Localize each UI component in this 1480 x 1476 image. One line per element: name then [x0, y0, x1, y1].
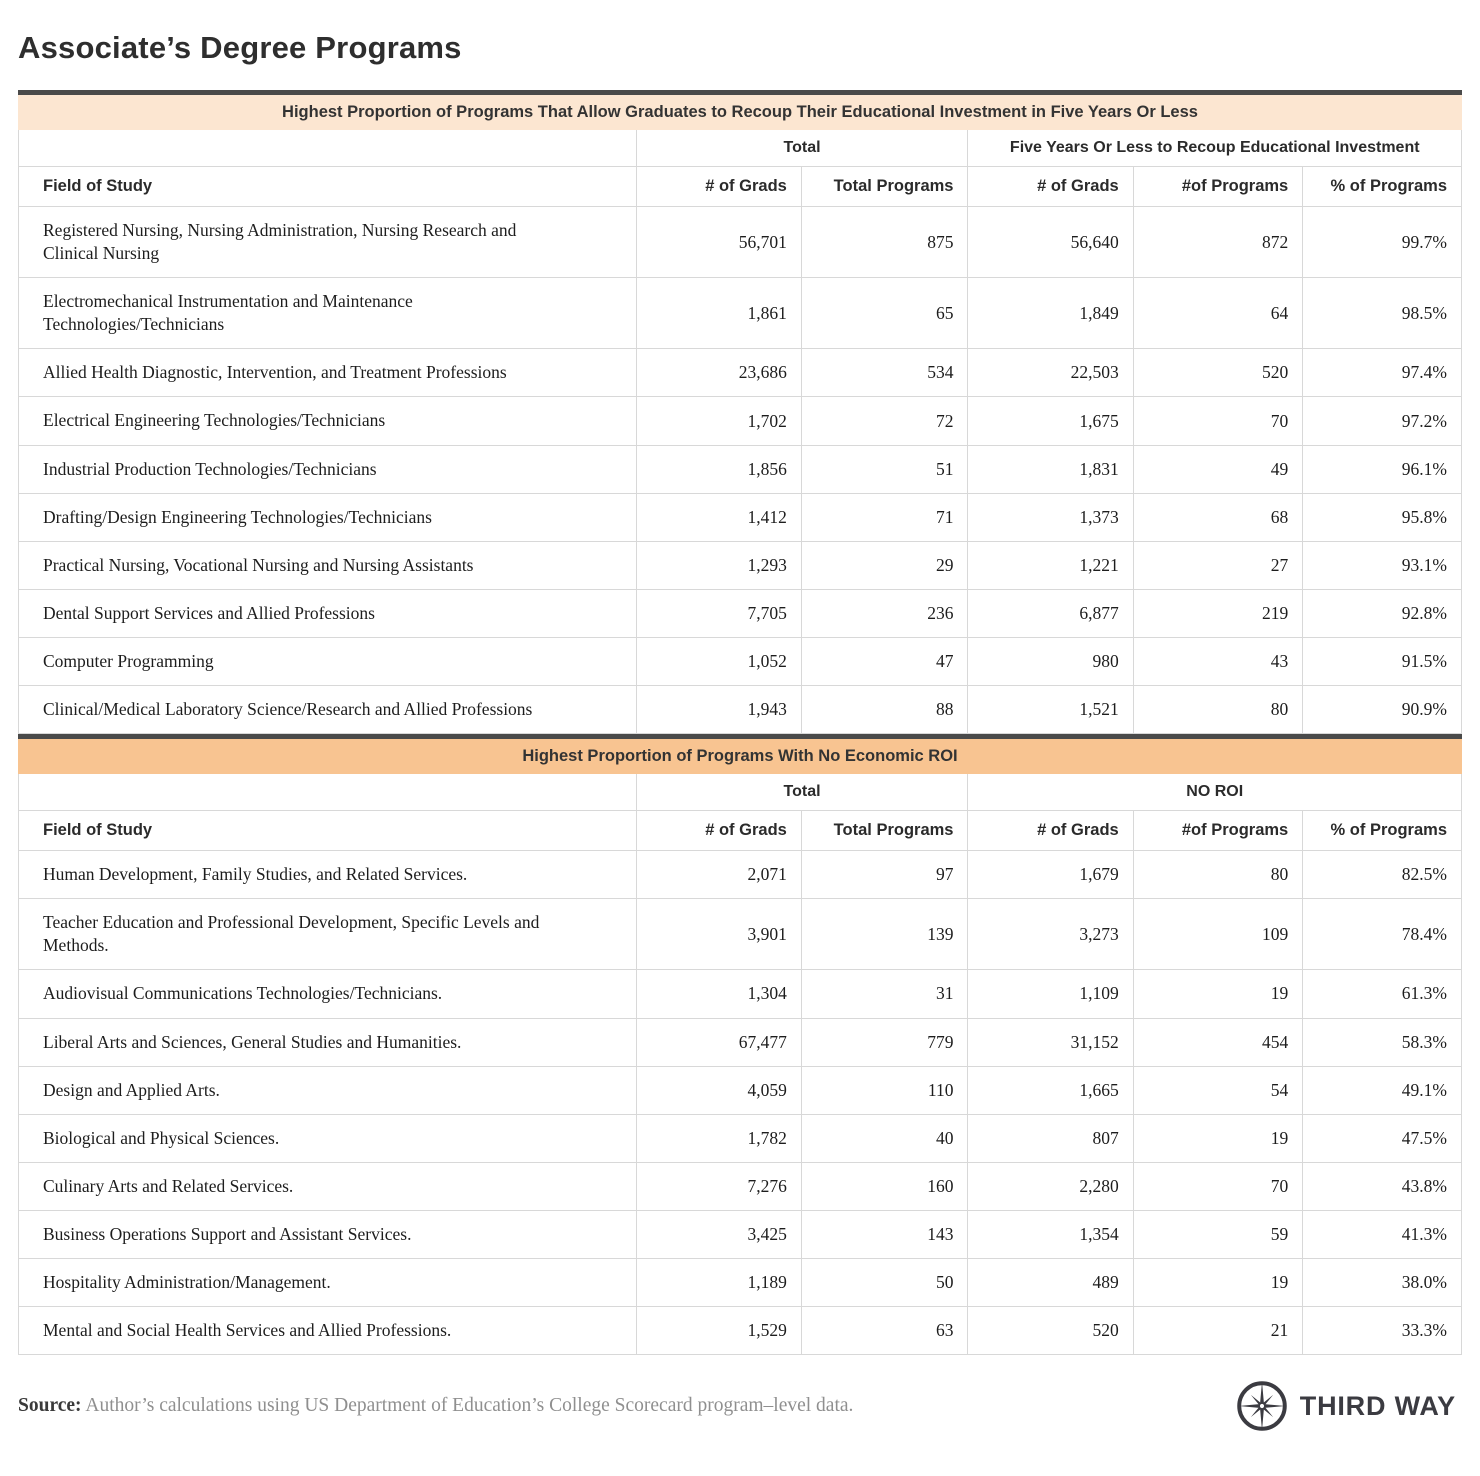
value-cell: 1,293	[636, 541, 801, 589]
value-cell: 70	[1133, 1162, 1303, 1210]
group-header-row	[19, 774, 1462, 811]
value-cell: 1,373	[968, 493, 1133, 541]
value-cell: 59	[1133, 1210, 1303, 1258]
page-footer	[18, 1379, 1462, 1433]
value-cell: 2,071	[636, 851, 801, 899]
value-cell: 72	[801, 397, 968, 445]
group-header-spacer	[19, 774, 637, 811]
value-cell: 40	[801, 1114, 968, 1162]
field-of-study-cell: Culinary Arts and Related Services.	[19, 1162, 637, 1210]
value-cell: 49.1%	[1303, 1066, 1462, 1114]
value-cell: 80	[1133, 686, 1303, 734]
value-cell: 1,304	[636, 970, 801, 1018]
table-row	[19, 970, 1462, 1018]
value-cell: 1,665	[968, 1066, 1133, 1114]
value-cell: 92.8%	[1303, 589, 1462, 637]
recoup-table-banner: Highest Proportion of Programs That Allow Graduates to Recoup Their Educational Investment in Five Years Or Less	[18, 95, 1462, 130]
value-cell: 454	[1133, 1018, 1303, 1066]
value-cell: 43	[1133, 637, 1303, 685]
value-cell: 7,276	[636, 1162, 801, 1210]
table-row	[19, 851, 1462, 899]
field-of-study-cell: Electromechanical Instrumentation and Maintenance Technologies/Technicians	[19, 278, 637, 349]
table-row	[19, 1258, 1462, 1306]
field-of-study-cell: Registered Nursing, Nursing Administration, Nursing Research and Clinical Nursing	[19, 207, 637, 278]
column-header-sub-programs: #of Programs	[1133, 811, 1303, 851]
value-cell: 1,189	[636, 1258, 801, 1306]
group-header-five-years: Five Years Or Less to Recoup Educational Investment	[968, 130, 1462, 167]
value-cell: 93.1%	[1303, 541, 1462, 589]
column-header-total-programs: Total Programs	[801, 811, 968, 851]
table-row	[19, 637, 1462, 685]
field-of-study-cell: Practical Nursing, Vocational Nursing and Nursing Assistants	[19, 541, 637, 589]
field-of-study-cell: Teacher Education and Professional Development, Specific Levels and Methods.	[19, 899, 637, 970]
value-cell: 1,412	[636, 493, 801, 541]
column-header-sub-grads: # of Grads	[968, 811, 1133, 851]
field-of-study-cell: Electrical Engineering Technologies/Technicians	[19, 397, 637, 445]
value-cell: 875	[801, 207, 968, 278]
value-cell: 779	[801, 1018, 968, 1066]
recoup-table	[18, 130, 1462, 734]
column-header-row	[19, 167, 1462, 207]
field-of-study-cell: Hospitality Administration/Management.	[19, 1258, 637, 1306]
column-header-total-programs: Total Programs	[801, 167, 968, 207]
value-cell: 88	[801, 686, 968, 734]
table-row	[19, 1210, 1462, 1258]
source-note	[18, 1395, 853, 1417]
value-cell: 1,679	[968, 851, 1133, 899]
value-cell: 91.5%	[1303, 637, 1462, 685]
source-label: Source:	[18, 1395, 82, 1417]
value-cell: 38.0%	[1303, 1258, 1462, 1306]
table-row	[19, 1018, 1462, 1066]
value-cell: 78.4%	[1303, 899, 1462, 970]
value-cell: 31	[801, 970, 968, 1018]
value-cell: 19	[1133, 970, 1303, 1018]
value-cell: 23,686	[636, 349, 801, 397]
value-cell: 64	[1133, 278, 1303, 349]
value-cell: 1,221	[968, 541, 1133, 589]
column-header-total-grads: # of Grads	[636, 811, 801, 851]
value-cell: 21	[1133, 1307, 1303, 1355]
value-cell: 90.9%	[1303, 686, 1462, 734]
value-cell: 49	[1133, 445, 1303, 493]
value-cell: 807	[968, 1114, 1133, 1162]
value-cell: 1,529	[636, 1307, 801, 1355]
value-cell: 65	[801, 278, 968, 349]
value-cell: 1,861	[636, 278, 801, 349]
field-of-study-cell: Drafting/Design Engineering Technologies/Technicians	[19, 493, 637, 541]
value-cell: 1,856	[636, 445, 801, 493]
value-cell: 98.5%	[1303, 278, 1462, 349]
thirdway-logo	[1235, 1379, 1456, 1433]
value-cell: 520	[968, 1307, 1133, 1355]
table-row	[19, 445, 1462, 493]
compass-star-icon	[1235, 1379, 1289, 1433]
no-roi-table-banner: Highest Proportion of Programs With No Economic ROI	[18, 739, 1462, 774]
value-cell: 139	[801, 899, 968, 970]
value-cell: 3,425	[636, 1210, 801, 1258]
value-cell: 41.3%	[1303, 1210, 1462, 1258]
field-of-study-cell: Biological and Physical Sciences.	[19, 1114, 637, 1162]
no-roi-table	[18, 774, 1462, 1355]
value-cell: 67,477	[636, 1018, 801, 1066]
value-cell: 27	[1133, 541, 1303, 589]
field-of-study-cell: Liberal Arts and Sciences, General Studies and Humanities.	[19, 1018, 637, 1066]
table-row	[19, 278, 1462, 349]
column-header-field-of-study: Field of Study	[19, 167, 637, 207]
table-row	[19, 1114, 1462, 1162]
value-cell: 236	[801, 589, 968, 637]
value-cell: 3,901	[636, 899, 801, 970]
value-cell: 4,059	[636, 1066, 801, 1114]
page-title: Associate’s Degree Programs	[18, 30, 462, 65]
value-cell: 1,849	[968, 278, 1133, 349]
value-cell: 1,782	[636, 1114, 801, 1162]
value-cell: 51	[801, 445, 968, 493]
group-header-total: Total	[636, 774, 968, 811]
value-cell: 31,152	[968, 1018, 1133, 1066]
column-header-sub-programs: #of Programs	[1133, 167, 1303, 207]
value-cell: 43.8%	[1303, 1162, 1462, 1210]
no-roi-table-section	[18, 734, 1462, 1355]
source-text: Author’s calculations using US Department of Education’s College Scorecard program–level data.	[85, 1395, 854, 1417]
field-of-study-cell: Clinical/Medical Laboratory Science/Research and Allied Professions	[19, 686, 637, 734]
value-cell: 19	[1133, 1114, 1303, 1162]
field-of-study-cell: Mental and Social Health Services and Allied Professions.	[19, 1307, 637, 1355]
column-header-sub-grads: # of Grads	[968, 167, 1133, 207]
value-cell: 2,280	[968, 1162, 1133, 1210]
field-of-study-cell: Computer Programming	[19, 637, 637, 685]
field-of-study-cell: Dental Support Services and Allied Professions	[19, 589, 637, 637]
value-cell: 96.1%	[1303, 445, 1462, 493]
value-cell: 1,052	[636, 637, 801, 685]
value-cell: 109	[1133, 899, 1303, 970]
value-cell: 68	[1133, 493, 1303, 541]
table-row	[19, 589, 1462, 637]
value-cell: 33.3%	[1303, 1307, 1462, 1355]
value-cell: 7,705	[636, 589, 801, 637]
value-cell: 56,701	[636, 207, 801, 278]
value-cell: 63	[801, 1307, 968, 1355]
table-row	[19, 1162, 1462, 1210]
thirdway-wordmark: THIRD WAY	[1299, 1390, 1456, 1421]
value-cell: 143	[801, 1210, 968, 1258]
value-cell: 29	[801, 541, 968, 589]
table-row	[19, 1066, 1462, 1114]
group-header-total: Total	[636, 130, 968, 167]
column-header-sub-pct: % of Programs	[1303, 167, 1462, 207]
column-header-field-of-study: Field of Study	[19, 811, 637, 851]
value-cell: 1,109	[968, 970, 1133, 1018]
value-cell: 1,831	[968, 445, 1133, 493]
value-cell: 70	[1133, 397, 1303, 445]
value-cell: 61.3%	[1303, 970, 1462, 1018]
field-of-study-cell: Audiovisual Communications Technologies/Technicians.	[19, 970, 637, 1018]
value-cell: 80	[1133, 851, 1303, 899]
value-cell: 160	[801, 1162, 968, 1210]
table-row	[19, 349, 1462, 397]
value-cell: 1,702	[636, 397, 801, 445]
value-cell: 1,943	[636, 686, 801, 734]
group-header-spacer	[19, 130, 637, 167]
table-row	[19, 686, 1462, 734]
field-of-study-cell: Human Development, Family Studies, and Related Services.	[19, 851, 637, 899]
value-cell: 1,521	[968, 686, 1133, 734]
value-cell: 3,273	[968, 899, 1133, 970]
value-cell: 97.4%	[1303, 349, 1462, 397]
table-row	[19, 207, 1462, 278]
value-cell: 19	[1133, 1258, 1303, 1306]
value-cell: 47	[801, 637, 968, 685]
value-cell: 980	[968, 637, 1133, 685]
recoup-table-section	[18, 90, 1462, 734]
value-cell: 56,640	[968, 207, 1133, 278]
value-cell: 58.3%	[1303, 1018, 1462, 1066]
value-cell: 99.7%	[1303, 207, 1462, 278]
field-of-study-cell: Industrial Production Technologies/Technicians	[19, 445, 637, 493]
table-row	[19, 1307, 1462, 1355]
value-cell: 872	[1133, 207, 1303, 278]
table-row	[19, 541, 1462, 589]
column-header-row	[19, 811, 1462, 851]
value-cell: 22,503	[968, 349, 1133, 397]
value-cell: 97	[801, 851, 968, 899]
table-row	[19, 397, 1462, 445]
value-cell: 71	[801, 493, 968, 541]
value-cell: 47.5%	[1303, 1114, 1462, 1162]
value-cell: 1,675	[968, 397, 1133, 445]
value-cell: 97.2%	[1303, 397, 1462, 445]
table-row	[19, 493, 1462, 541]
field-of-study-cell: Allied Health Diagnostic, Intervention, and Treatment Professions	[19, 349, 637, 397]
value-cell: 520	[1133, 349, 1303, 397]
value-cell: 534	[801, 349, 968, 397]
group-header-no-roi: NO ROI	[968, 774, 1462, 811]
field-of-study-cell: Design and Applied Arts.	[19, 1066, 637, 1114]
value-cell: 489	[968, 1258, 1133, 1306]
group-header-row	[19, 130, 1462, 167]
value-cell: 95.8%	[1303, 493, 1462, 541]
column-header-sub-pct: % of Programs	[1303, 811, 1462, 851]
field-of-study-cell: Business Operations Support and Assistant Services.	[19, 1210, 637, 1258]
value-cell: 219	[1133, 589, 1303, 637]
value-cell: 54	[1133, 1066, 1303, 1114]
value-cell: 50	[801, 1258, 968, 1306]
column-header-total-grads: # of Grads	[636, 167, 801, 207]
table-row	[19, 899, 1462, 970]
value-cell: 110	[801, 1066, 968, 1114]
value-cell: 6,877	[968, 589, 1133, 637]
value-cell: 82.5%	[1303, 851, 1462, 899]
value-cell: 1,354	[968, 1210, 1133, 1258]
